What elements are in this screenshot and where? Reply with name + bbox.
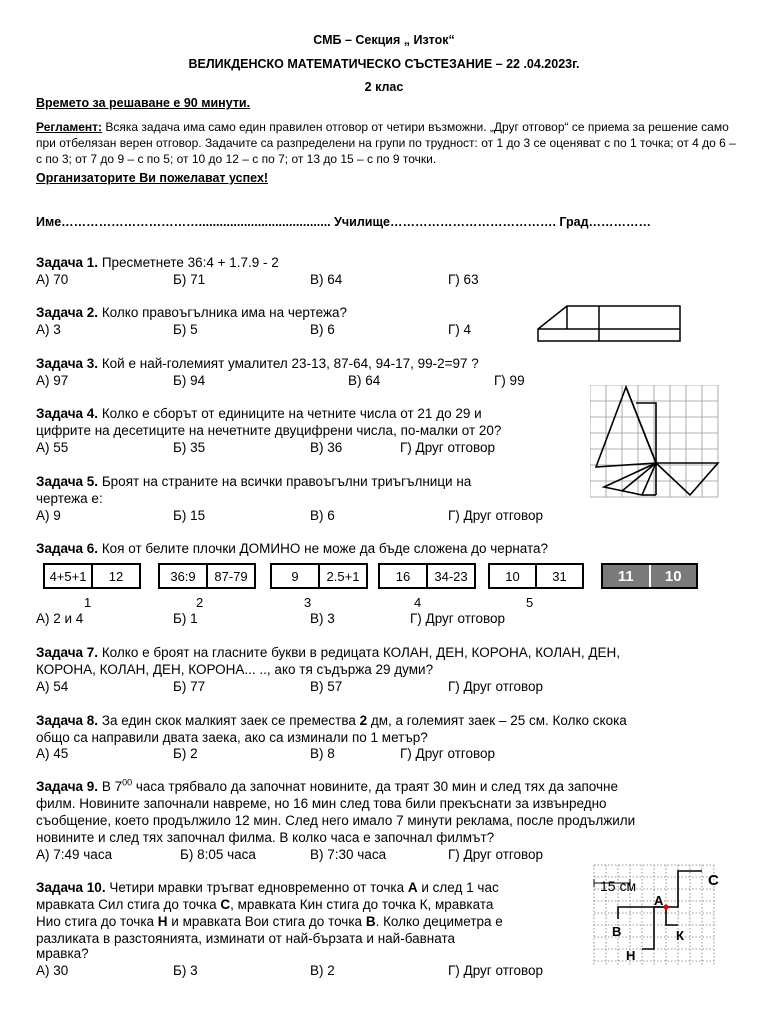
task-1-option-b: Б) 71 <box>173 272 206 287</box>
task-2-option-d: Г) 4 <box>448 322 472 337</box>
task-10-question-line-1: Задача 10. Четири мравки тръгват едновременно от точка А и след 1 час <box>36 880 499 895</box>
task-8-option-d: Г) Друг отговор <box>400 746 496 761</box>
task-7-option-b: Б) 77 <box>173 679 206 694</box>
task-1-option-d: Г) 63 <box>448 272 479 287</box>
task-5-question-line-2: чертежа е: <box>36 491 103 506</box>
wish: Организаторите Ви пожелават успех! <box>36 171 269 185</box>
task-3-option-c: В) 64 <box>348 373 381 388</box>
task-6-question: Задача 6. Коя от белите плочки ДОМИНО не може да бъде сложена до черната? <box>36 541 549 556</box>
task-8-question-line-1: Задача 8. За един скок малкият заек се премества 2 дм, а големият заек – 25 см. Колко скока <box>36 713 627 728</box>
task-7-option-a: А) 54 <box>36 679 69 694</box>
task-1-option-a: А) 70 <box>36 272 69 287</box>
point-a-marker <box>664 905 669 910</box>
task-2-figure <box>535 300 685 345</box>
domino-label-5: 5 <box>526 595 534 610</box>
task-2-question: Задача 2. Колко правоъгълника има на чертежа? <box>36 305 348 320</box>
task-9-option-c: В) 7:30 часа <box>310 847 387 862</box>
task-1-question: Задача 1. Пресметнете 36:4 + 1.7.9 - 2 <box>36 255 279 270</box>
task-5-option-d: Г) Друг отговор <box>448 508 544 523</box>
task-4-option-a: А) 55 <box>36 440 69 455</box>
task-6-option-a: А) 2 и 4 <box>36 611 84 626</box>
task-10-option-b: Б) 3 <box>173 963 198 978</box>
task-5-question-line-1: Задача 5. Броят на страните на всички правоъгълни триъгълници на <box>36 474 472 489</box>
task-9-question-line-1: Задача 9. В $7^{00}$ часа трябвало да започнат новините, да траят 30 мин и след тях да започне <box>36 777 618 794</box>
task-5-option-b: Б) 15 <box>173 508 206 523</box>
rules-text: Всяка задача има само един правилен отговор от четири възможни. „Друг отговор“ се приема за решение само при отбелязан верен отговор. Задачите са разпределени на групи по трудност: от 1 до 3 се оценяват с по 1 точка; от 4 до 6 – с по 3; от 7 до 9 – с по 5; от 10 до 12 – с по 7; от 13 до 15 – с по 9 точки. <box>36 120 736 166</box>
task-9-option-d: Г) Друг отговор <box>448 847 544 862</box>
task-3-option-b: Б) 94 <box>173 373 206 388</box>
task-8-option-c: В) 8 <box>310 746 335 761</box>
task-9-question-line-4: новините и след тях започнал филма. В колко часа е започнал филмът? <box>36 830 495 845</box>
point-a-label: А <box>654 893 664 908</box>
domino-tile-4: 16 34-23 <box>378 563 476 589</box>
task-9-question-line-3: съобщение, което продължило 12 мин. След него имало 7 минути реклама, после продължили <box>36 813 636 828</box>
domino-black-tile: 11 10 <box>601 563 698 589</box>
domino-label-1: 1 <box>84 595 92 610</box>
point-h-label: Н <box>626 948 636 963</box>
task-7-option-c: В) 57 <box>310 679 343 694</box>
task-4-option-c: В) 36 <box>310 440 343 455</box>
task-10-option-d: Г) Друг отговор <box>448 963 544 978</box>
task-9-option-a: А) 7:49 часа <box>36 847 113 862</box>
task-6-option-b: Б) 1 <box>173 611 198 626</box>
header-title: ВЕЛИКДЕНСКО МАТЕМАТИЧЕСКО СЪСТЕЗАНИЕ – 22 .04.2023г. <box>188 57 580 71</box>
domino-tile-1: 4+5+1 12 <box>43 563 141 589</box>
task-1-option-c: В) 64 <box>310 272 343 287</box>
task-10-figure <box>592 863 742 968</box>
domino-tile-3: 9 2.5+1 <box>270 563 368 589</box>
task-7-question-line-1: Задача 7. Колко е броят на гласните букви в редицата КОЛАН, ДЕН, КОРОНА, КОЛАН, ДЕН, <box>36 645 621 660</box>
task-10-question-line-3: Нио стига до точка Н и мравката Вои стига до точка В. Колко дециметра е <box>36 914 503 929</box>
point-b-label: В <box>612 924 622 939</box>
task-9-option-b: Б) 8:05 часа <box>180 847 256 862</box>
header-org: СМБ – Секция „ Изток“ <box>313 33 455 47</box>
domino-tile-2: 36:9 87-79 <box>158 563 256 589</box>
task-5-option-a: А) 9 <box>36 508 61 523</box>
task-2-option-c: В) 6 <box>310 322 335 337</box>
time-note: Времето за решаване е 90 минути. <box>36 96 251 110</box>
task-3-option-a: А) 97 <box>36 373 69 388</box>
header-grade: 2 клас <box>364 80 404 94</box>
task-3-option-d: Г) 99 <box>494 373 525 388</box>
point-c-label: С <box>708 872 719 889</box>
task-6-option-c: В) 3 <box>310 611 335 626</box>
task-8-option-b: Б) 2 <box>173 746 198 761</box>
task-4-5-figure <box>590 385 730 500</box>
task-3-question: Задача 3. Кой е най-големият умалител 23-13, 87-64, 94-17, 99-2=97 ? <box>36 356 479 371</box>
domino-label-2: 2 <box>196 595 204 610</box>
task-4-option-b: Б) 35 <box>173 440 206 455</box>
task-4-option-d: Г) Друг отговор <box>400 440 496 455</box>
rules-label: Регламент: <box>36 120 103 134</box>
rules <box>36 119 736 167</box>
task-8-question-line-2: общо са направили двата заека, ако са изминали по 1 метър? <box>36 730 428 745</box>
task-4-question-line-1: Задача 4. Колко е сборът от единиците на четните числа от 21 до 29 и <box>36 406 482 421</box>
task-10-question-line-2: мравката Сил стига до точка С, мравката Кин стига до точка К, мравката <box>36 897 494 912</box>
task-7-option-d: Г) Друг отговор <box>448 679 544 694</box>
task-10-question-line-5: мравка? <box>36 946 89 961</box>
task-10-question-line-4: разликата в разстоянията, изминати от най-бързата и най-бавната <box>36 931 456 946</box>
scale-label: 15 см <box>600 878 637 894</box>
task-7-question-line-2: КОРОНА, КОЛАН, ДЕН, КОРОНА... .., ако тя съдържа 29 думи? <box>36 662 434 677</box>
domino-label-4: 4 <box>414 595 422 610</box>
task-10-option-a: А) 30 <box>36 963 69 978</box>
task-9-question-line-2: филм. Новините започнали навреме, но 16 мин след това били прекъснати за извънредно <box>36 796 607 811</box>
task-6-option-d: Г) Друг отговор <box>410 611 506 626</box>
domino-label-3: 3 <box>304 595 312 610</box>
point-k-label: К <box>676 928 684 943</box>
form-line: Име……………………………...................................... Училище…………………………………. Град…………… <box>36 215 652 229</box>
task-2-option-b: Б) 5 <box>173 322 198 337</box>
task-5-option-c: В) 6 <box>310 508 335 523</box>
task-2-option-a: А) 3 <box>36 322 61 337</box>
task-8-option-a: А) 45 <box>36 746 69 761</box>
domino-tile-5: 10 31 <box>488 563 584 589</box>
task-4-question-line-2: цифрите на десетиците на нечетните двуцифрени числа, по-малки от 20? <box>36 423 502 438</box>
task-10-option-c: В) 2 <box>310 963 335 978</box>
